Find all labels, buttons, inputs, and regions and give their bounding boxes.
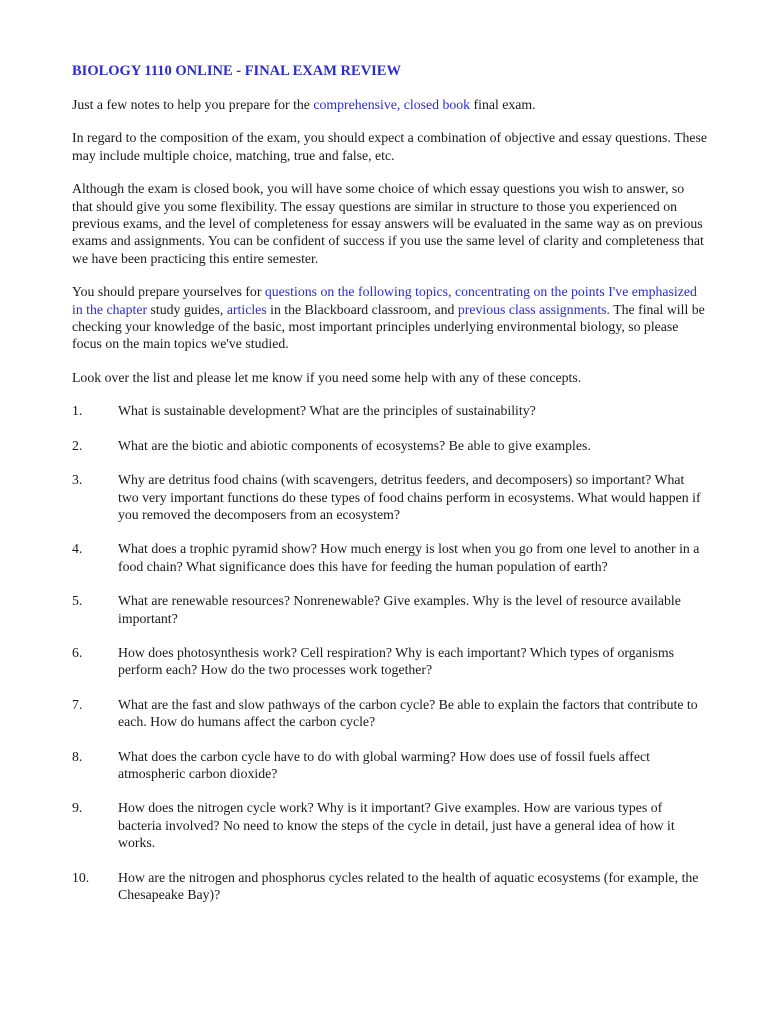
document-title: BIOLOGY 1110 ONLINE - FINAL EXAM REVIEW <box>72 63 401 79</box>
articles-link[interactable]: articles <box>226 301 267 317</box>
question-number: 4. <box>72 541 83 557</box>
prepare-paragraph <box>72 283 708 353</box>
question-number: 6. <box>72 644 83 660</box>
comprehensive-closed-book-link[interactable]: comprehensive, closed book <box>313 97 471 112</box>
composition-paragraph: In regard to the composition of the exam, you should expect a combination of objective and essay questions. These may include multiple choice, matching, true and false, etc. <box>72 130 708 163</box>
question-text: Why are detritus food chains (with scavengers, detritus feeders, and decomposers) so important? What two very important functions do these types of food chains perform in ecosystems. What would happen if you removed the decomposers from an ecosystem? <box>118 472 701 522</box>
question-item <box>72 696 708 731</box>
intro-paragraph <box>72 96 708 113</box>
prepare-text-4: The final will be checking your knowledge of the basic, most important principles underlying environmental biology, so please focus on the main topics we've studied. <box>72 301 705 352</box>
question-number: 3. <box>72 472 83 488</box>
question-item <box>72 592 708 627</box>
question-item <box>72 471 708 523</box>
question-number: 5. <box>72 593 83 609</box>
topics-link[interactable]: questions on the following topics, concentrating on the points I've emphasized in the chapter <box>72 284 697 317</box>
question-text: What are renewable resources? Nonrenewable? Give examples. Why is the level of resource available important? <box>118 593 681 626</box>
question-text: What are the biotic and abiotic components of ecosystems? Be able to give examples. <box>118 437 591 453</box>
question-number: 7. <box>72 696 83 712</box>
question-item <box>72 437 708 454</box>
question-text: What are the fast and slow pathways of the carbon cycle? Be able to explain the factors that contribute to each. How do humans affect the carbon cycle? <box>118 696 698 730</box>
question-item <box>72 402 708 419</box>
previous-class-assignments-link[interactable]: previous class assignments. <box>457 301 610 317</box>
question-text: What is sustainable development? What are the principles of sustainability? <box>118 403 536 419</box>
question-item <box>72 644 708 679</box>
question-text: How does the nitrogen cycle work? Why is it important? Give examples. How are various types of bacteria involved? No need to know the steps of the cycle in detail, just have a general idea of how it works. <box>118 800 675 851</box>
question-number: 9. <box>72 800 83 816</box>
question-text: What does a trophic pyramid show? How much energy is lost when you go from one level to another in a food chain? What significance does this have for feeding the human population of earth? <box>118 541 700 574</box>
question-list <box>72 402 708 903</box>
question-text: How are the nitrogen and phosphorus cycles related to the health of aquatic ecosystems (for example, the Chesapeake Bay)? <box>118 869 699 902</box>
look-over-paragraph: Look over the list and please let me know if you need some help with any of these concepts. <box>72 369 582 385</box>
question-number: 8. <box>72 748 83 764</box>
question-item <box>72 540 708 575</box>
question-number: 10. <box>72 869 90 885</box>
question-number: 2. <box>72 437 83 453</box>
question-item <box>72 799 708 851</box>
question-item <box>72 748 708 783</box>
prepare-text-1: You should prepare yourselves for <box>72 284 265 300</box>
closed-book-paragraph: Although the exam is closed book, you will have some choice of which essay questions you wish to answer, so that should give you some flexibility. The essay questions are similar in structure to those you experienced on previous exams, and the level of completeness for essay answers will be evaluated in the same way as on previous exams and assignments. You can be confident of success if you use the same level of clarity and completeness that we have been practicing this entire semester. <box>72 181 704 266</box>
question-text: What does the carbon cycle have to do with global warming? How does use of fossil fuels affect atmospheric carbon dioxide? <box>118 748 650 781</box>
intro-text-end: final exam. <box>470 97 536 112</box>
question-text: How does photosynthesis work? Cell respiration? Why is each important? Which types of organisms perform each? How do the two processes work together? <box>118 644 674 678</box>
prepare-text-3: in the Blackboard classroom, and <box>266 301 458 317</box>
intro-text: Just a few notes to help you prepare for the <box>72 97 314 112</box>
prepare-text-2: study guides, <box>147 301 227 317</box>
question-number: 1. <box>72 403 83 419</box>
question-item <box>72 869 708 904</box>
